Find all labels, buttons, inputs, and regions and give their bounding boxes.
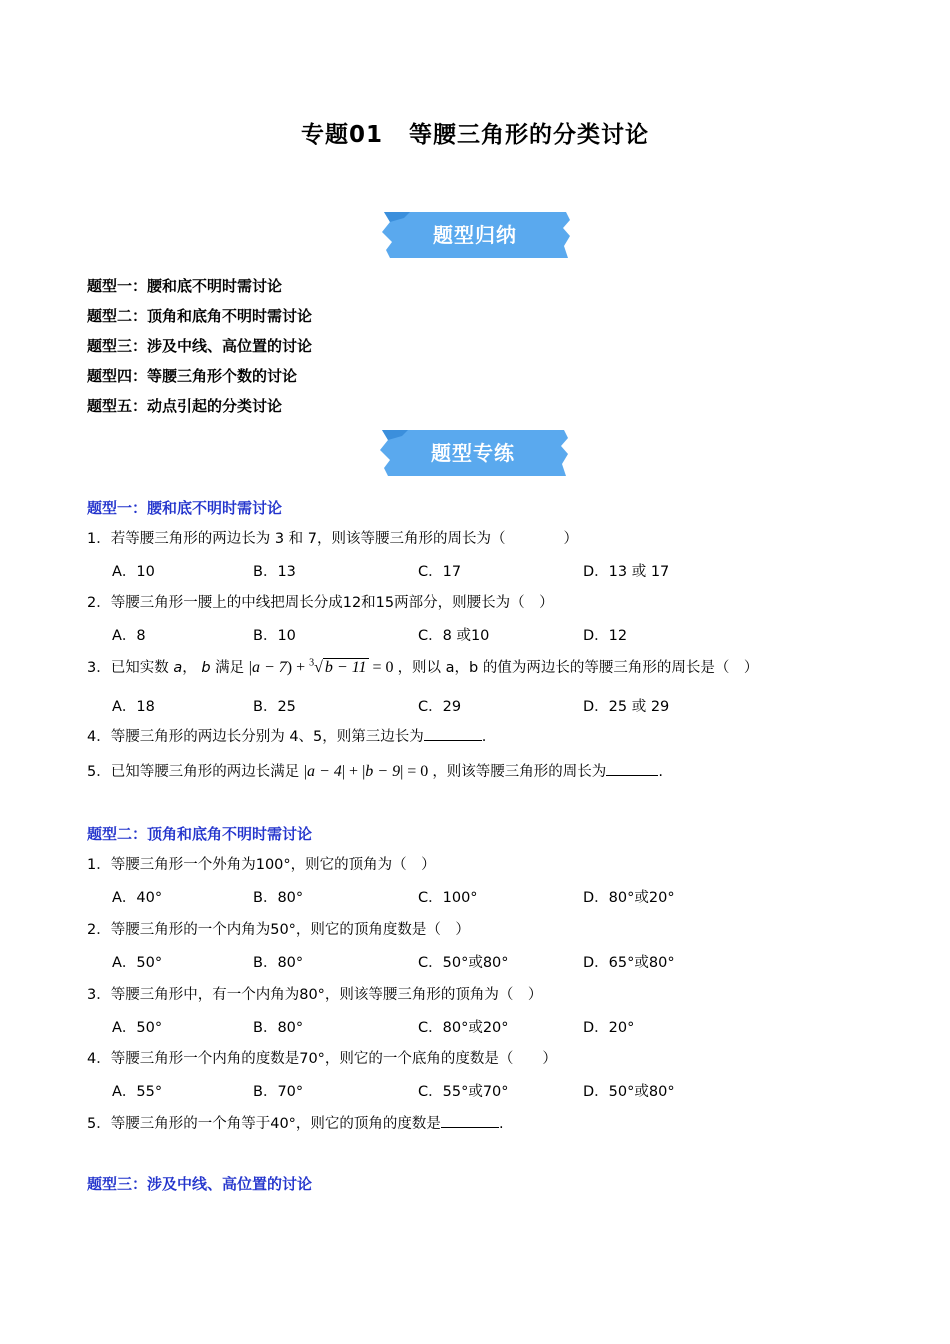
option-d: D．13 或 17 <box>583 564 670 580</box>
option-b: B．10 <box>253 628 296 644</box>
summary-item: 题型一：腰和底不明时需讨论 <box>87 277 283 295</box>
option-a: A．50° <box>112 955 163 971</box>
banner-practice-text: 题型专练 <box>431 441 515 465</box>
option-a: A．55° <box>112 1084 163 1100</box>
option-d: D．12 <box>583 628 628 644</box>
s2-question-2: 2．等腰三角形的一个内角为50°，则它的顶角度数是（ ） <box>87 922 470 938</box>
option-a: A．8 <box>112 628 146 644</box>
option-d: D．65°或80° <box>583 955 675 971</box>
option-d: D．20° <box>583 1020 635 1036</box>
s1-question-3 <box>87 656 758 677</box>
page-title <box>0 116 950 149</box>
option-c: C．17 <box>418 564 462 580</box>
option-c: C．8 或10 <box>418 628 490 644</box>
s2-question-4: 4．等腰三角形一个内角的度数是70°，则它的一个底角的度数是（ ） <box>87 1051 557 1067</box>
equals-zero: = 0 <box>407 763 429 780</box>
summary-item: 题型三：涉及中线、高位置的讨论 <box>87 337 313 355</box>
q4-text: 4．等腰三角形的两边长分别为 4、5，则第三边长为 <box>87 729 424 745</box>
banner-practice <box>378 428 568 478</box>
plus-sign: + <box>296 659 306 676</box>
q5-end: . <box>498 1116 504 1132</box>
summary-item: 题型四：等腰三角形个数的讨论 <box>87 367 298 385</box>
option-d: D．25 或 29 <box>583 699 670 715</box>
option-c: C．29 <box>418 699 462 715</box>
option-b: B．70° <box>253 1084 304 1100</box>
answer-blank[interactable] <box>606 761 658 776</box>
root-expression: b − 11 <box>324 659 367 676</box>
s2-question-1: 1．等腰三角形一个外角为100°，则它的顶角为（ ） <box>87 857 436 873</box>
s1-question-1: 1．若等腰三角形的两边长为 3 和 7，则该等腰三角形的周长为（ ） <box>87 531 579 547</box>
q5-text-start: 5．已知等腰三角形的两边长满足 <box>87 764 300 780</box>
var-b: b <box>201 660 211 676</box>
section2-heading: 题型二：顶角和底角不明时需讨论 <box>87 825 313 843</box>
option-c: C．55°或70° <box>418 1084 509 1100</box>
option-b: B．13 <box>253 564 296 580</box>
section1-heading: 题型一：腰和底不明时需讨论 <box>87 499 283 517</box>
answer-blank[interactable] <box>441 1113 499 1128</box>
option-d: D．50°或80° <box>583 1084 675 1100</box>
banner-types <box>380 210 570 260</box>
title-prefix: 专题01 <box>300 122 383 148</box>
q5-text-rest: ，则该等腰三角形的周长为 <box>432 764 607 780</box>
option-b: B．80° <box>253 1020 304 1036</box>
q3-text-start: 3．已知实数 <box>87 660 169 676</box>
banner-types-text: 题型归纳 <box>433 223 517 247</box>
q4-end: . <box>481 729 487 745</box>
root-index: 3 <box>309 657 315 669</box>
s1-question-2: 2．等腰三角形一腰上的中线把周长分成12和15两部分，则腰长为（ ） <box>87 595 554 611</box>
summary-item: 题型二：顶角和底角不明时需讨论 <box>87 307 313 325</box>
section3-heading: 题型三：涉及中线、高位置的讨论 <box>87 1175 313 1193</box>
option-c: C．80°或20° <box>418 1020 509 1036</box>
option-c: C．50°或80° <box>418 955 509 971</box>
s2-question-5 <box>87 1112 504 1133</box>
s2-question-3: 3．等腰三角形中，有一个内角为80°，则该等腰三角形的顶角为（ ） <box>87 987 543 1003</box>
option-b: B．80° <box>253 890 304 906</box>
q3-equation: |a − 7) + $^3$√ b − 11 = 0 <box>248 657 394 676</box>
equals-zero: = 0 <box>372 659 394 676</box>
q5-text: 5．等腰三角形的一个角等于40°，则它的顶角的度数是 <box>87 1116 441 1132</box>
option-c: C．100° <box>418 890 478 906</box>
summary-item: 题型五：动点引起的分类讨论 <box>87 397 283 415</box>
abs-expression-1: a − 4 <box>307 763 342 780</box>
type-summary-list <box>87 274 312 424</box>
q5-equation: |a − 4| + |b − 9| = 0 <box>303 763 429 780</box>
title-main: 等腰三角形的分类讨论 <box>409 122 649 148</box>
var-a: a <box>173 660 183 676</box>
q3-satisfies: 满足 <box>215 660 245 676</box>
option-d: D．80°或20° <box>583 890 675 906</box>
answer-blank[interactable] <box>424 726 482 741</box>
q3-text-rest: ，则以 a，b 的值为两边长的等腰三角形的周长是（ ） <box>397 660 759 676</box>
s1-question-5 <box>87 760 663 781</box>
option-a: A．50° <box>112 1020 163 1036</box>
option-b: B．80° <box>253 955 304 971</box>
abs-expression-2: b − 9 <box>365 763 401 780</box>
option-a: A．18 <box>112 699 155 715</box>
s1-question-4 <box>87 725 486 746</box>
option-a: A．40° <box>112 890 163 906</box>
q5-end: . <box>658 764 663 780</box>
option-b: B．25 <box>253 699 296 715</box>
q3-comma: ， <box>182 660 197 676</box>
plus-sign: + <box>349 763 359 780</box>
abs-expression: a − 7 <box>251 659 287 676</box>
option-a: A．10 <box>112 564 155 580</box>
